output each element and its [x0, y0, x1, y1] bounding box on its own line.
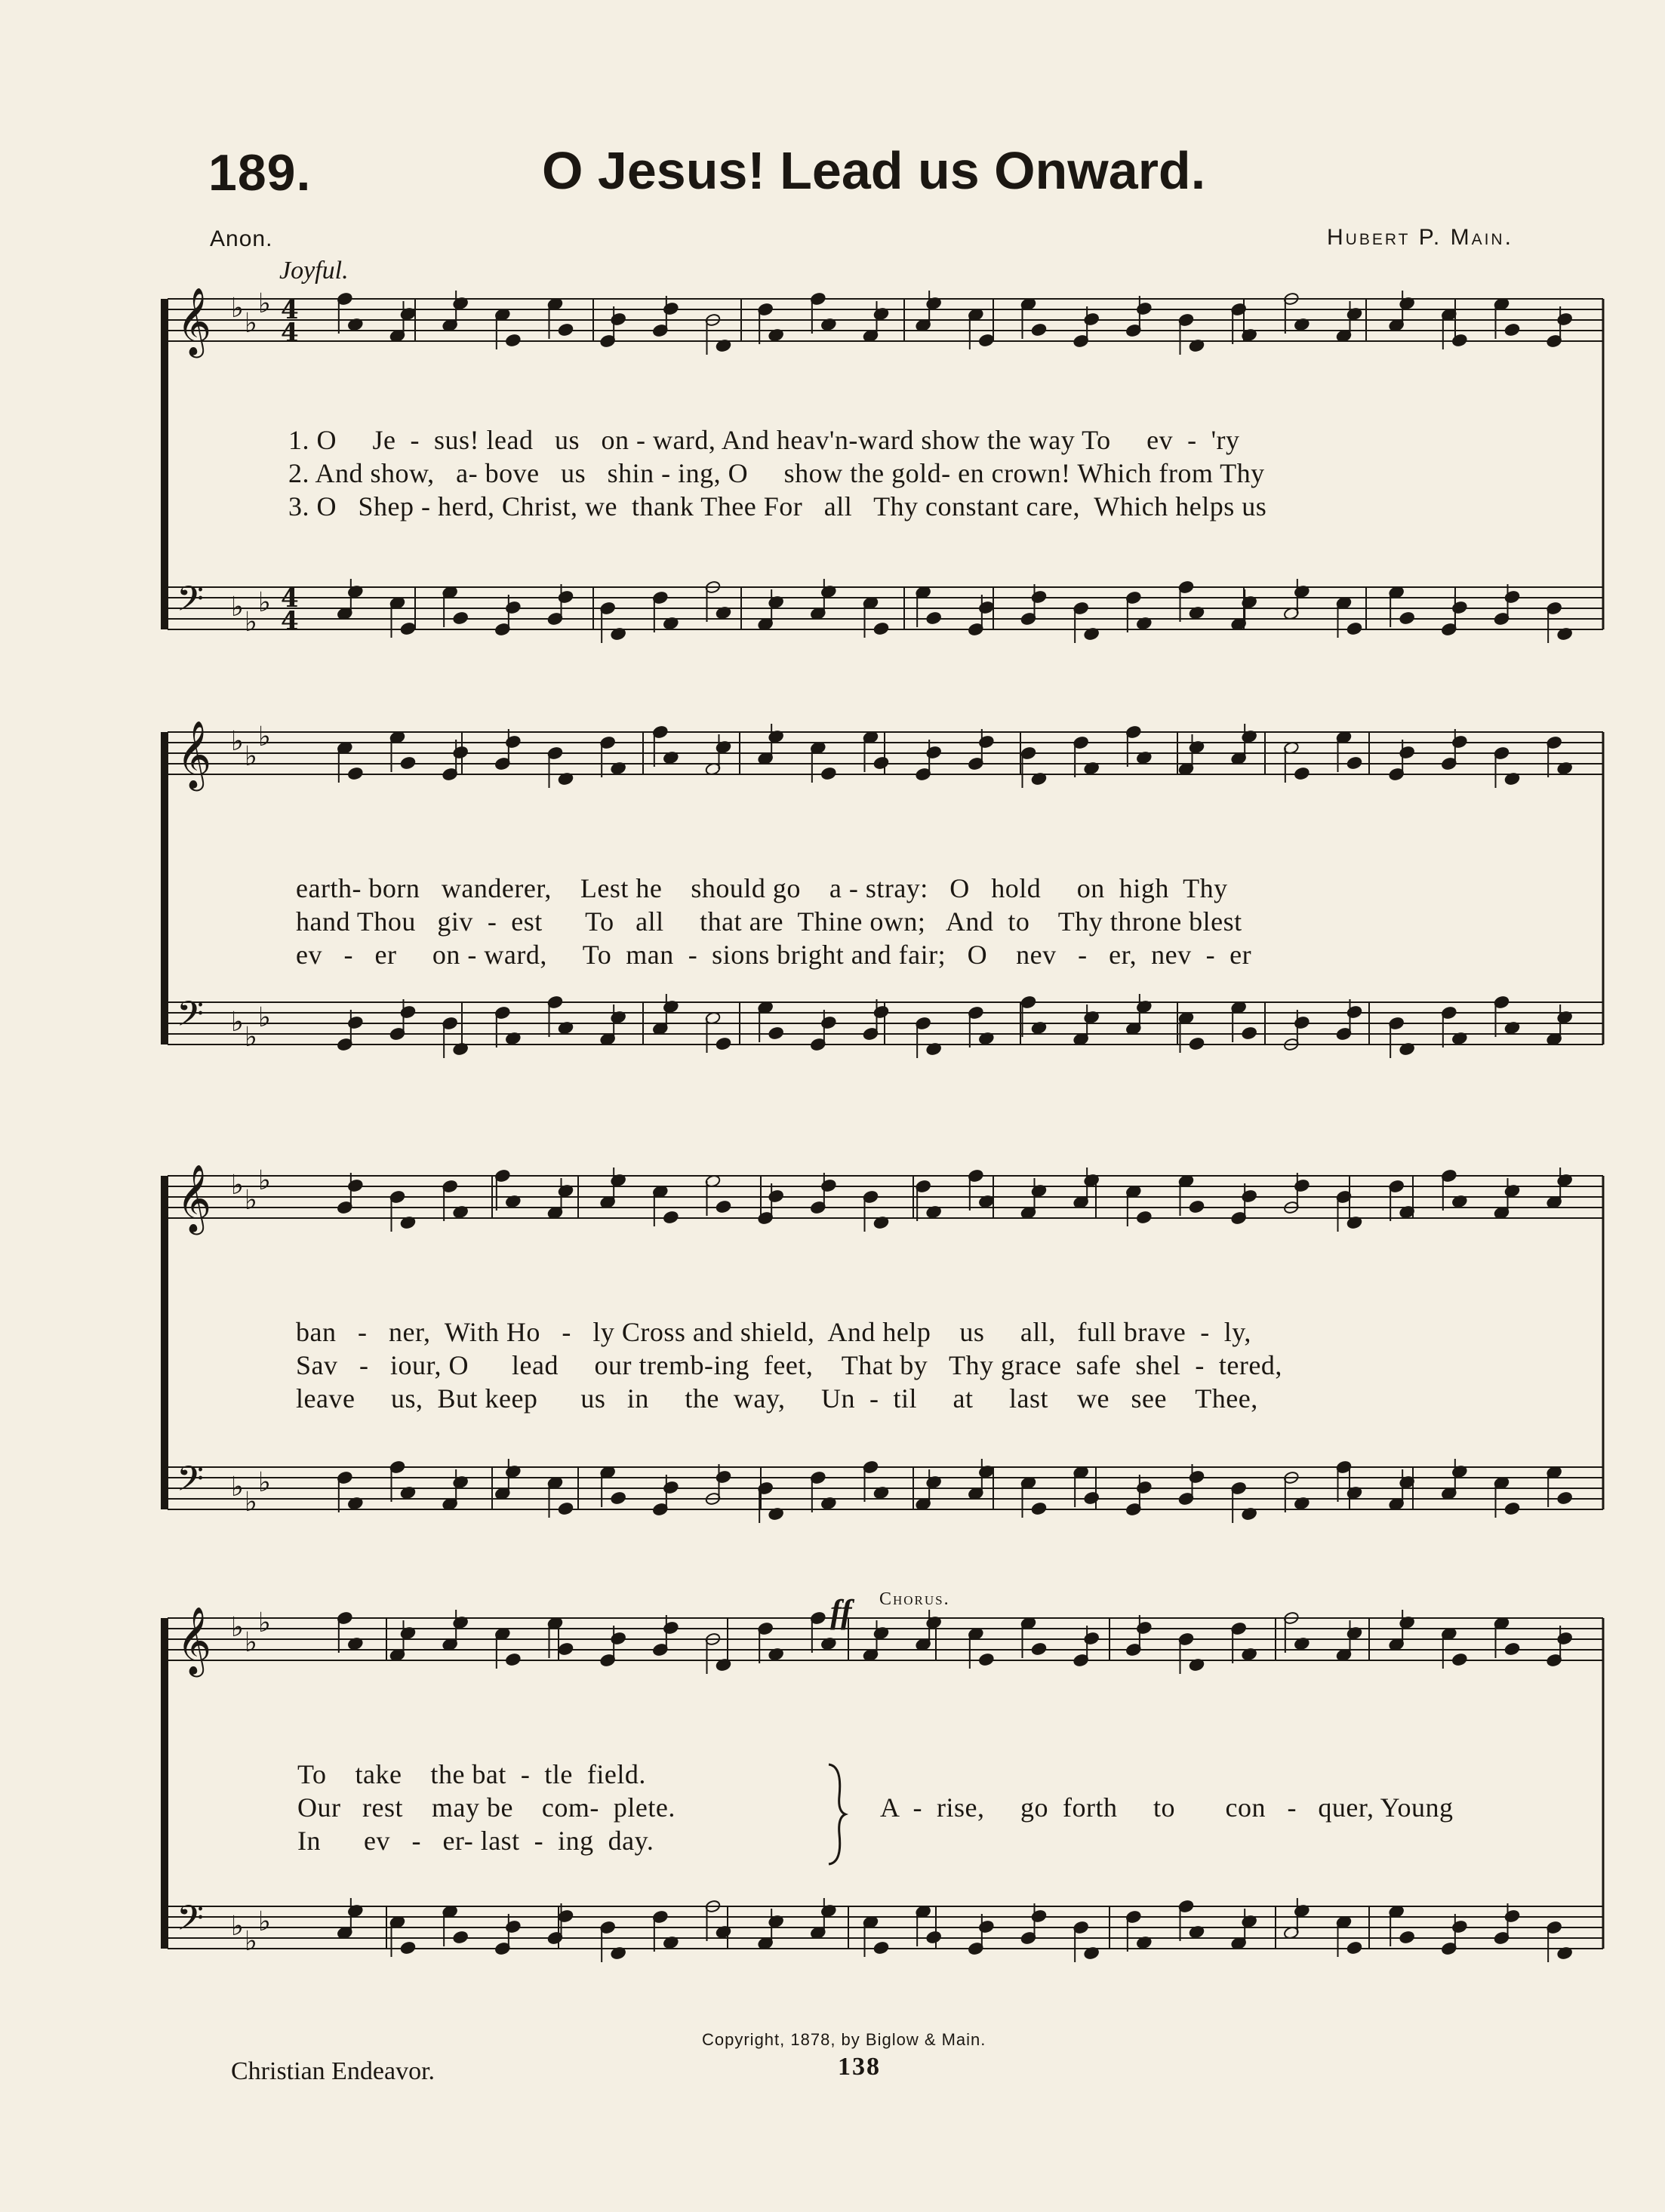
note-head — [1556, 1632, 1572, 1645]
lyric-line-2-1: earth- born wanderer, Lest he should go a - stray: O hold on high Thy — [296, 873, 1228, 903]
note-head — [610, 1491, 626, 1505]
copyright-notice: Copyright, 1878, by Biglow & Main. — [702, 2030, 986, 2049]
flat-sign: ♭ — [231, 293, 244, 324]
note-head — [558, 590, 574, 604]
note-head — [1031, 1642, 1047, 1656]
note-head — [1031, 1909, 1047, 1923]
note-head — [820, 1179, 836, 1192]
flat-sign: ♭ — [231, 1170, 244, 1201]
hymn-number: 189. — [208, 144, 312, 202]
note-head — [820, 767, 836, 780]
bass-clef: 𝄢 — [177, 1898, 205, 1947]
note-head — [1241, 1189, 1257, 1203]
note-head — [1136, 302, 1152, 315]
note-head — [663, 302, 679, 315]
time-signature-bottom: 4 — [281, 606, 299, 636]
lyric-line-3-2: Sav - iour, O lead our tremb-ing feet, That by Thy grace safe shel - tered, — [296, 1350, 1282, 1380]
note-head — [1346, 622, 1362, 635]
page-number: 138 — [838, 2053, 881, 2081]
note-head — [663, 1481, 679, 1494]
note-head — [768, 1026, 783, 1040]
note-head — [978, 735, 994, 749]
lyric-line-1-1: 1. O Je - sus! lead us on - ward, And heav'n-ward show the way To ev - 'ry — [288, 425, 1240, 455]
note-head — [1189, 1200, 1205, 1214]
note-head — [873, 756, 889, 770]
source-credit: Christian Endeavor. — [231, 2057, 435, 2085]
tempo-marking: Joyful. — [279, 257, 349, 285]
note-head — [1346, 756, 1362, 770]
note-head — [1031, 590, 1047, 604]
bass-clef: 𝄢 — [177, 579, 205, 628]
note-head — [1504, 590, 1520, 604]
flat-sign: ♭ — [231, 726, 244, 757]
bass-clef: 𝄢 — [177, 1459, 205, 1508]
note-head — [1399, 746, 1414, 759]
note-head — [347, 1016, 363, 1029]
note-head — [505, 334, 521, 347]
note-head — [347, 767, 363, 780]
hymn-title: O Jesus! Lead us Onward. — [542, 141, 1206, 200]
flat-sign: ♭ — [245, 1627, 257, 1658]
note-head — [663, 1211, 679, 1224]
flat-sign: ♭ — [231, 1911, 244, 1942]
flat-sign: ♭ — [258, 721, 271, 752]
treble-clef: 𝄞 — [177, 1164, 212, 1232]
note-head — [1136, 1481, 1152, 1494]
note-head — [505, 601, 521, 614]
chorus-lyric-line: A - rise, go forth to con - quer, Young — [880, 1792, 1454, 1823]
note-head — [1451, 601, 1467, 614]
note-head — [400, 756, 416, 770]
time-signature-top: 4 — [281, 583, 299, 614]
bass-clef: 𝄢 — [177, 994, 205, 1043]
lyric-line-3-3: leave us, But keep us in the way, Un - til at last we see Thee, — [296, 1383, 1258, 1414]
flat-sign: ♭ — [231, 592, 244, 623]
flat-sign: ♭ — [231, 1472, 244, 1503]
treble-clef: 𝄞 — [177, 721, 212, 789]
note-head — [768, 1189, 783, 1203]
note-head — [1136, 1211, 1152, 1224]
lyric-line-1-3: 3. O Shep - herd, Christ, we thank Thee For all Thy constant care, Which helps us — [288, 491, 1267, 521]
note-head — [978, 1653, 994, 1666]
lyric-line-4-3: In ev - er- last - ing day. — [297, 1826, 654, 1856]
note-head — [1399, 1931, 1414, 1944]
note-head — [925, 611, 941, 625]
note-head — [1556, 312, 1572, 326]
treble-clef: 𝄞 — [177, 1607, 212, 1675]
chorus-label: Chorus. — [879, 1589, 950, 1609]
note-head — [925, 746, 941, 759]
note-head — [873, 1005, 889, 1019]
note-head — [1451, 1653, 1467, 1666]
flat-sign: ♭ — [245, 1926, 257, 1957]
note-head — [716, 1470, 731, 1484]
time-signature-bottom: 4 — [281, 318, 299, 348]
note-head — [663, 1621, 679, 1635]
flat-sign: ♭ — [258, 587, 271, 618]
note-head — [558, 1642, 574, 1656]
note-head — [1504, 1642, 1520, 1656]
note-head — [925, 1931, 941, 1944]
note-head — [716, 1037, 731, 1051]
flat-sign: ♭ — [245, 1487, 257, 1518]
author-credit: Anon. — [210, 226, 273, 251]
note-head — [1556, 1491, 1572, 1505]
note-head — [1189, 1037, 1205, 1051]
flat-sign: ♭ — [258, 1002, 271, 1033]
note-head — [1294, 1016, 1310, 1029]
note-head — [820, 1016, 836, 1029]
flat-sign: ♭ — [258, 288, 271, 319]
note-head — [1083, 1632, 1099, 1645]
note-head — [452, 1931, 468, 1944]
note-head — [610, 312, 626, 326]
note-head — [1241, 1026, 1257, 1040]
flat-sign: ♭ — [245, 741, 257, 772]
note-head — [978, 601, 994, 614]
note-head — [1346, 1005, 1362, 1019]
flat-sign: ♭ — [258, 1165, 271, 1196]
verse-brace — [829, 1764, 845, 1864]
treble-clef: 𝄞 — [177, 288, 212, 355]
note-head — [1504, 1909, 1520, 1923]
note-head — [1294, 767, 1310, 780]
note-head — [347, 1179, 363, 1192]
note-head — [610, 1632, 626, 1645]
note-head — [452, 746, 468, 759]
lyric-line-4-2: Our rest may be com- plete. — [297, 1792, 676, 1823]
note-head — [1294, 1179, 1310, 1192]
note-head — [1399, 611, 1414, 625]
time-signature-top: 4 — [281, 295, 299, 325]
lyric-line-2-2: hand Thou giv - est To all that are Thine own; And to Thy throne blest — [296, 906, 1242, 937]
dynamic-marking: ff — [830, 1593, 852, 1630]
lyric-line-4-1: To take the bat - tle field. — [297, 1759, 646, 1789]
note-head — [400, 622, 416, 635]
flat-sign: ♭ — [231, 1612, 244, 1643]
note-head — [1504, 1502, 1520, 1515]
note-head — [1136, 1621, 1152, 1635]
note-head — [505, 1920, 521, 1934]
note-head — [978, 334, 994, 347]
flat-sign: ♭ — [245, 1022, 257, 1053]
note-head — [1031, 1502, 1047, 1515]
note-head — [1451, 334, 1467, 347]
note-head — [716, 1200, 731, 1214]
flat-sign: ♭ — [245, 1185, 257, 1216]
note-head — [1504, 323, 1520, 337]
note-head — [873, 622, 889, 635]
flat-sign: ♭ — [258, 1906, 271, 1937]
note-head — [1451, 1920, 1467, 1934]
lyric-line-3-1: ban - ner, With Ho - ly Cross and shield, And help us all, full brave - ly, — [296, 1317, 1251, 1347]
note-head — [873, 1941, 889, 1955]
flat-sign: ♭ — [258, 1467, 271, 1498]
flat-sign: ♭ — [245, 607, 257, 638]
note-head — [978, 1920, 994, 1934]
note-head — [1083, 1491, 1099, 1505]
note-head — [1031, 323, 1047, 337]
note-head — [400, 1005, 416, 1019]
lyric-line-2-3: ev - er on - ward, To man - sions bright and fair; O nev - er, nev - er — [296, 940, 1252, 970]
note-head — [505, 1653, 521, 1666]
flat-sign: ♭ — [231, 1007, 244, 1038]
flat-sign: ♭ — [258, 1607, 271, 1638]
note-head — [505, 735, 521, 749]
lyric-line-1-2: 2. And show, a- bove us shin - ing, O show the gold- en crown! Which from Thy — [288, 458, 1265, 488]
note-head — [1189, 1470, 1205, 1484]
note-head — [1451, 735, 1467, 749]
composer-credit: Hubert P. Main. — [1327, 225, 1513, 250]
note-head — [558, 1909, 574, 1923]
note-head — [558, 323, 574, 337]
note-head — [400, 1941, 416, 1955]
note-head — [1346, 1941, 1362, 1955]
note-head — [1083, 312, 1099, 326]
flat-sign: ♭ — [245, 308, 257, 339]
note-head — [558, 1502, 574, 1515]
note-head — [452, 611, 468, 625]
